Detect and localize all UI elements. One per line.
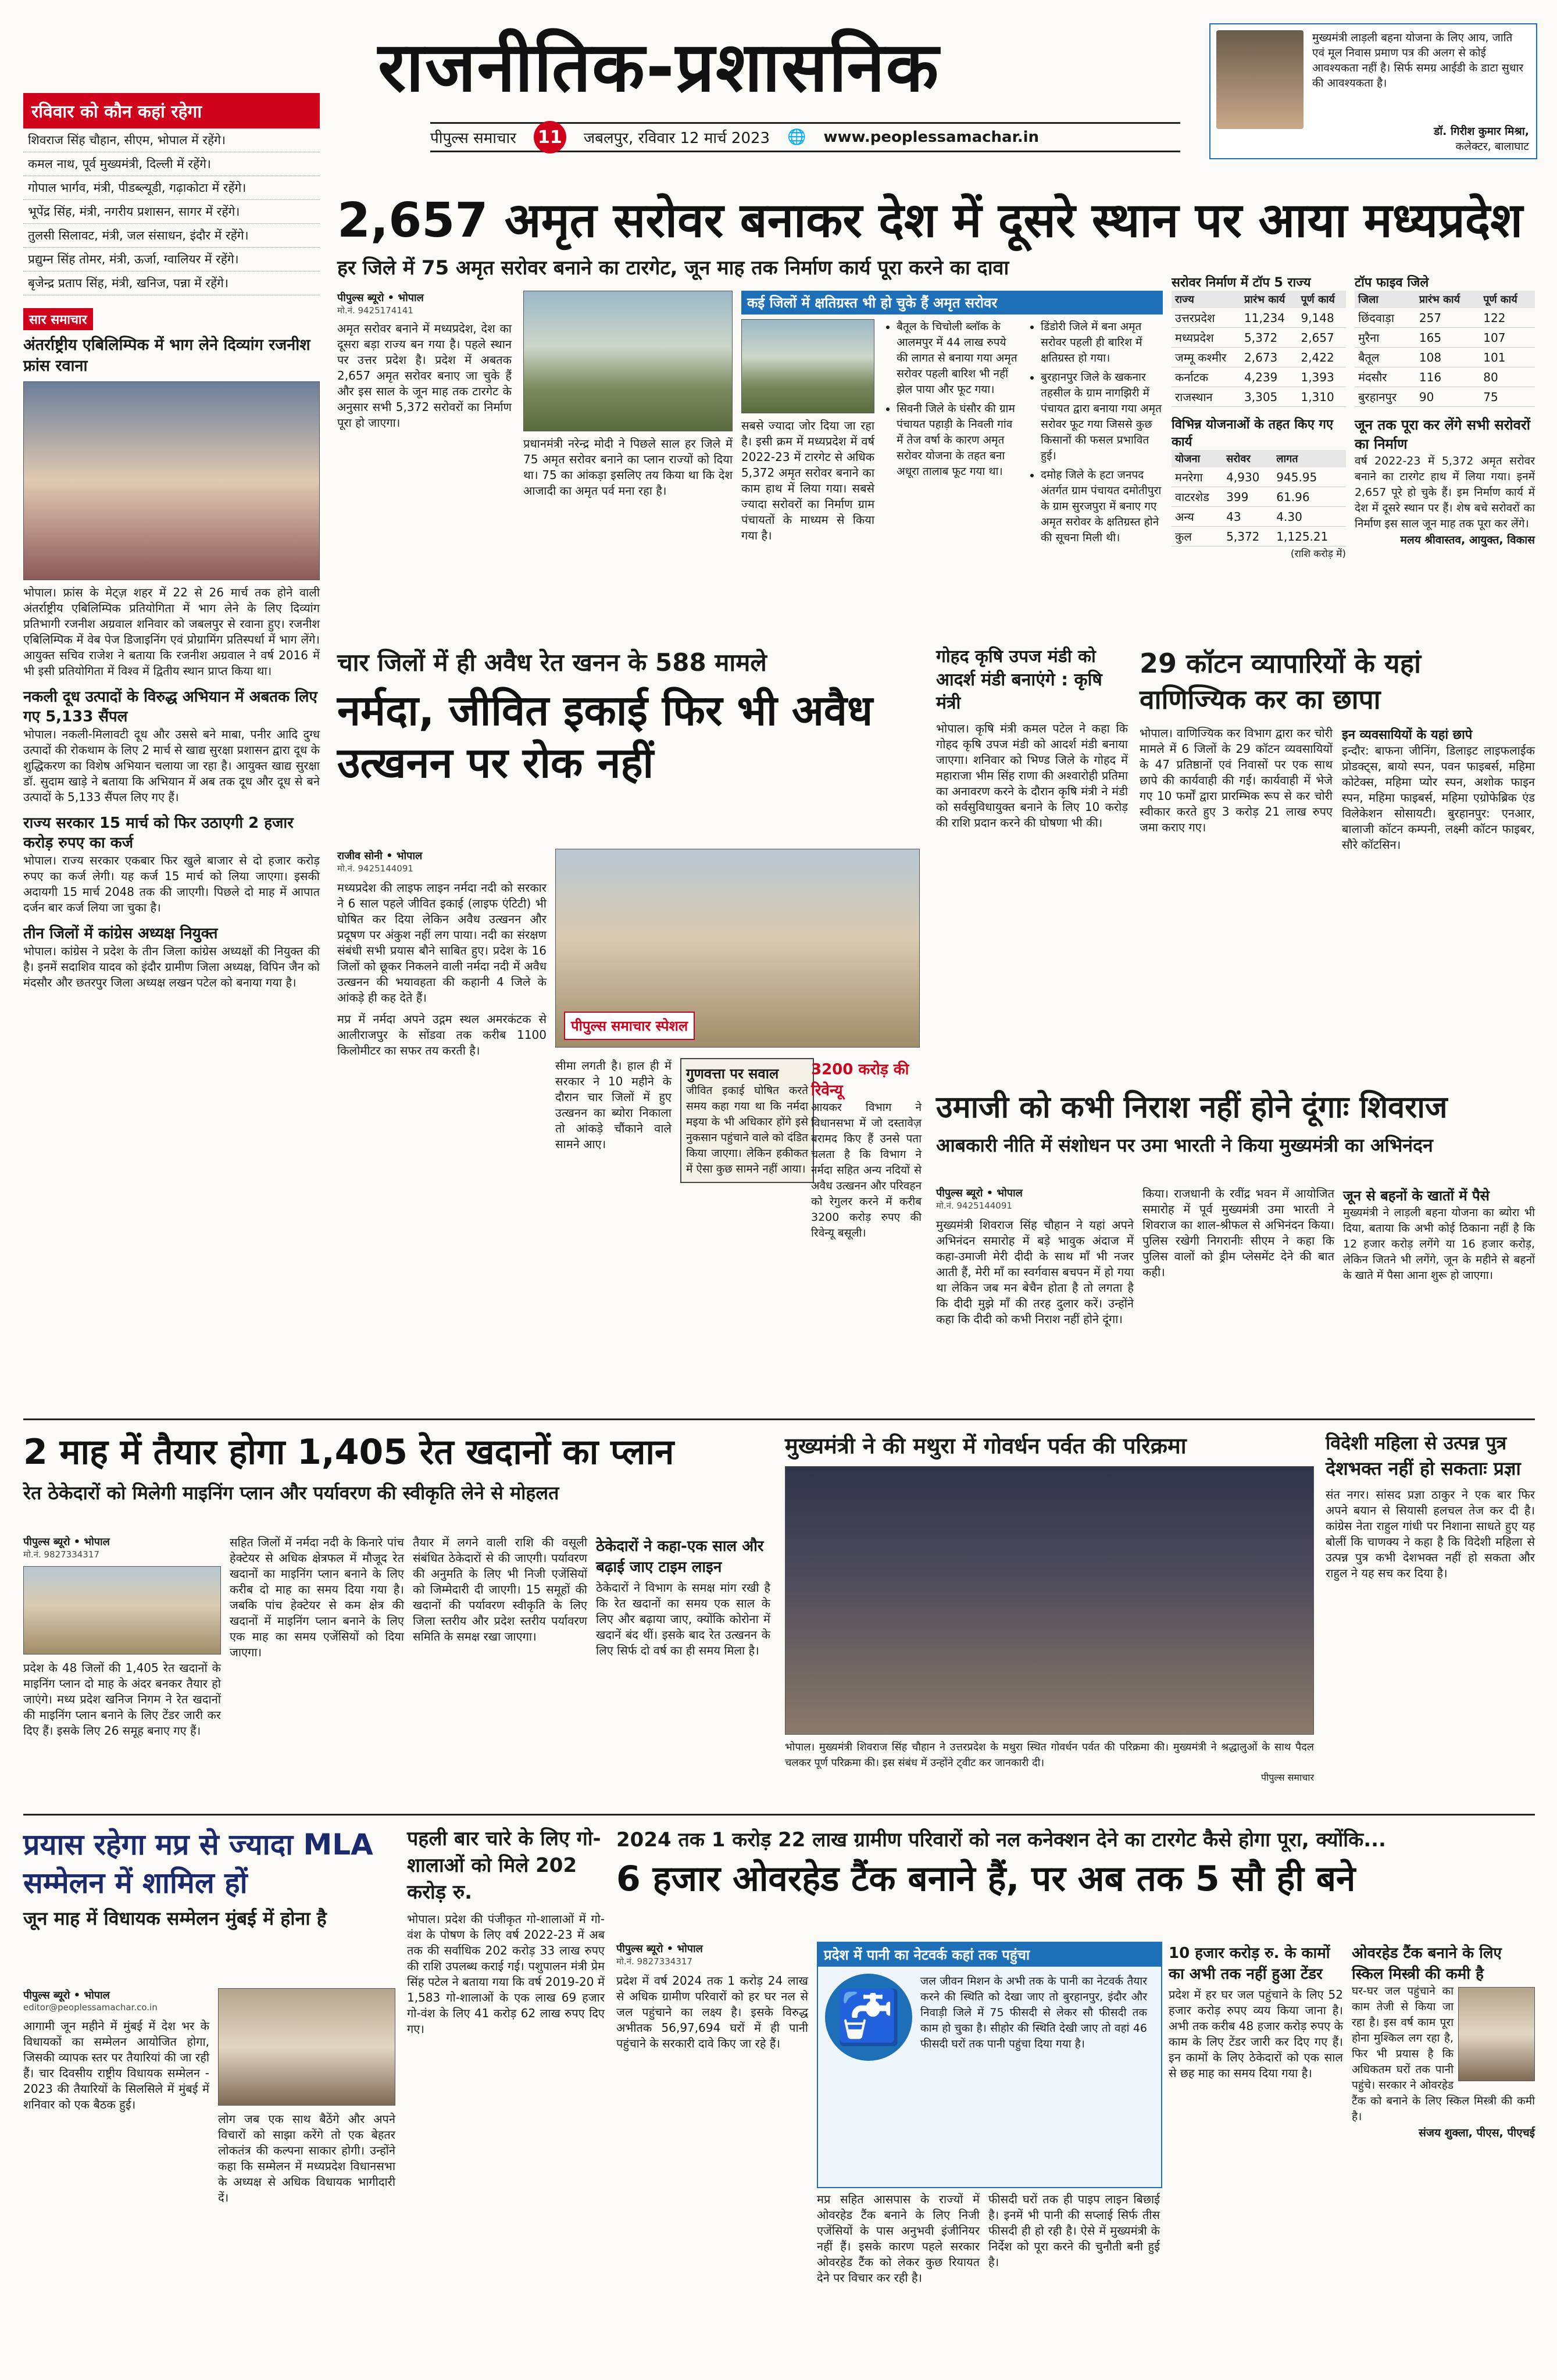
story-subhead: हर जिले में 75 अमृत सरोवर बनाने का टारगेट, जून माह तक निर्माण कार्य पूरा करने का दावा <box>337 256 1009 280</box>
quote-designation: कलेक्टर, बालाघाट <box>1455 140 1529 153</box>
data-table <box>1355 291 1535 407</box>
graphic-body: जल जीवन मिशन के अभी तक के पानी का नेटवर्क तैयार करने की स्थिति को देखा जाए तो बुरहानपुर, इंदौर और निवाड़ी जिले में 75 फीसदी से लेकर सौ फीसदी तक काम हो चुका है। सीहोर की स्थिति देखी जाए तो वहां 46 फीसदी घरों तक पानी पहुंचा दिया गया है। <box>920 1975 1147 2050</box>
sand-side <box>596 1535 770 1659</box>
story-subhead: रेत ठेकेदारों को मिलेगी माइनिंग प्लान और पर्यावरण की स्वीकृति लेने से मोहलत <box>23 1482 559 1504</box>
story-headline: 2 माह में तैयार होगा 1,405 रेत खदानों का प्लान <box>23 1432 674 1473</box>
story-body: आगामी जून महीने में मुंबई में देश भर के विधायकों का सम्मेलन आयोजित होगा, जिसकी व्यापक स्तर पर तैयारियां की जा रही हैं। चार दिवसीय राष्ट्रीय विधायक सम्मेलन - 2023 की तैयारियों के सिलसिले में मुंबई में शनिवार को एक बैठक हुई। <box>23 2019 209 2111</box>
story-kicker: 2024 तक 1 करोड़ 22 लाख ग्रामीण परिवारों को नल कनेक्शन देने का टारगेट कैसे होगा पूरा, क्योंकि... <box>616 1828 1386 1852</box>
box-heading: ठेकेदारों ने कहा-एक साल और बढ़ाई जाए टाइम लाइन <box>596 1538 764 1576</box>
story-body: मुख्यमंत्री शिवराज सिंह चौहान ने यहां अपने अभिनंदन समारोह में बड़े भावुक अंदाज में कहा-उमाजी मेरी दीदी के साथ माँ भी नजर आती हैं, मेरी माँ का स्वर्गवास बचपन में हो गया था लेकिन जब मन बेचैन होता है तो लगता है कि दीदी मुझे माँ की तरह दुलार करें। उन्होंने कहा कि दीदी को कभी निराश नहीं होने दूंगा। <box>936 1218 1134 1326</box>
box-body: मुख्यमंत्री ने लाड़ली बहना योजना का ब्योरा भी दिया, बताया कि अभी कोई ठिकाना नहीं है कि 12 हजार करोड़ लगेंगे या 16 हजार करोड़, लेकिन जितने भी लगेंगे, जून के महीने से बहनों के खाते में पैसा आना शुरू हो जाएगा। <box>1343 1206 1535 1282</box>
box-heading: गुणवत्ता पर सवाल <box>686 1066 779 1082</box>
paper-name: पीपुल्स समाचार <box>430 130 516 147</box>
story-body: प्रदेश में वर्ष 2024 तक 1 करोड़ 24 लाख से अधिक ग्रामीण परिवारों को हर घर नल से जल पहुंचाने का लक्ष्य है। इसके विरुद्ध अभीतक 56,97,694 घरों में ही पानी पहुंचाने के सरकारी दावे किए जा रहे हैं। <box>616 1974 808 2050</box>
list-item: तुलसी सिलावट, मंत्री, जल संसाधन, इंदौर में रहेंगे। <box>23 224 320 248</box>
byline: पीपुल्स ब्यूरो • भोपाल मो.नं. 9827334317 <box>23 1535 221 1560</box>
narmada-col-2 <box>555 1058 672 1152</box>
water-tap-icon: 🚰 <box>825 1974 912 2061</box>
table-note: (राशि करोड़ में) <box>1290 548 1346 560</box>
box-heading: ओवरहेड टैंक बनाने के लिए स्किल मिस्त्री की कमी है <box>1352 1945 1502 1983</box>
column-header: प्रारंभ कार्य <box>1416 291 1480 308</box>
damage-tag: कई जिलों में क्षतिग्रस्त भी हो चुके हैं अमृत सरोवर <box>741 291 1163 315</box>
cotton-story <box>1140 645 1535 853</box>
tender-side <box>1169 1942 1343 2081</box>
uma-col-2 <box>1142 1186 1334 1280</box>
box-body: ठेकेदारों ने विभाग के समक्ष मांग रखी है कि रेत खदानों का समय एक साल के लिए और बढ़ाया जाए, क्योंकि कोरोना में खदानें बंद थीं। इसके बाद रेत उत्खनन के लिए सिर्फ दो वर्ष का ही समय मिला है। <box>596 1581 770 1657</box>
story-headline: नर्मदा, जीवित इकाई फिर भी अवैध उत्खनन पर रोक नहीं <box>337 686 873 787</box>
box-heading: जून से बहनों के खातों में पैसे <box>1343 1188 1490 1204</box>
story-body: किया। राजधानी के रवींद्र भवन में आयोजित समारोह में पूर्व मुख्यमंत्री उमा भारती ने शिवराज का शाल-श्रीफल से अभिनंदन किया। पुलिस रखेगी निगरानीः सीएम ने कहा कि पुलिस वालों को ड्रीम प्लेसमेंट देने की बात कही। <box>1142 1187 1334 1279</box>
top5-states-table <box>1172 273 1346 560</box>
box-heading: 3200 करोड़ की रिवेन्यू <box>811 1061 909 1099</box>
story-subhead: आबकारी नीति में संशोधन पर उमा भारती ने किया मुख्यमंत्री का अभिनंदन <box>936 1134 1433 1156</box>
website-link[interactable]: www.peoplessamachar.in <box>823 128 1040 146</box>
excavator-photo <box>555 849 920 1048</box>
story-body: भोपाल। राज्य सरकार एकबार फिर खुले बाजार से दो हजार करोड़ रुपए का कर्ज लेगी। यह कर्ज 15 मार्च को लिया जाएगा। इसकी अदायगी 15 मार्च 2048 तक की जाएगी। पिछले दो माह में आपात दर्जन बार कर्ज लिया जा चुका है। <box>23 853 320 914</box>
story-body: लोग जब एक साथ बैठेंगे और अपने विचारों को साझा करेंगे तो एक बेहतर लोकतंत्र की कल्पना साकार होगी। उन्होंने कहा कि सम्मेलन में मध्यप्रदेश विधानसभा के अध्यक्ष से अधिक विधायक भागीदारी दें। <box>218 2112 395 2204</box>
narmada-col-1 <box>337 849 547 1059</box>
list-item: गोपाल भार्गव, मंत्री, पीडब्ल्यूडी, गढ़ाकोटा में रहेंगे। <box>23 176 320 200</box>
quote-signature: मलय श्रीवास्तव, आयुक्त, विकास <box>1400 534 1535 546</box>
list-item: • डिंडोरी जिले में बना अमृत सरोवर पहली ही बारिश में क्षतिग्रस्त हो गया। <box>1041 319 1163 366</box>
table-row: राजस्थान 3,305 1,310 <box>1172 387 1346 407</box>
damage-list <box>884 319 1019 549</box>
box-body: आयकर विभाग ने विधानसभा में जो दस्तावेज़ बरामद किए हैं उनसे पता चलता है कि विभाग ने नर्मदा सहित अन्य नदियों से अवैध उत्खनन और परिवहन को रेगुलर करने में करीब 3200 करोड़ रुपए की रिवेन्यू बसूली। <box>811 1101 922 1239</box>
special-stamp: पीपुल्स समाचार स्पेशल <box>564 1012 695 1040</box>
byline: पीपुल्स ब्यूरो • भोपाल मो.नं. 9425144091 <box>936 1186 1134 1212</box>
story-body: भोपाल। कृषि मंत्री कमल पटेल ने कहा कि गोहद कृषि उपज मंडी को आदर्श मंडी बनाया जाएगा। शनिवार को भिण्ड जिले के गोहद में महाराजा भीम सिंह राणा की अश्वारोही प्रतिमा का अनावरण करने के दौरान कृषि मंत्री ने मंडी को सर्वसुविधायुक्त बनाने के लिए 10 करोड़ की राशि प्रदान करने की घोषणा भी की। <box>936 721 1128 830</box>
list-item: कमल नाथ, पूर्व मुख्यमंत्री, दिल्ली में रहेंगे। <box>23 152 320 176</box>
mobile-number: मो.नं. 9827334317 <box>23 1549 99 1560</box>
page-number: 11 <box>534 121 566 153</box>
list-item: • सिवनी जिले के घंसौर की ग्राम पंचायत पहाड़ी के निवली गांव में तेज वर्षा के कारण अमृत सरोवर योजना के तहत बना अधूरा तालाब फूट गया था। <box>897 401 1019 480</box>
box-body: इन्दौर: बाफना जीनिंग, डिलाइट लाइफलाईक प्रोडक्ट्स, बायो स्पन, पवन फाइबर्स, महिमा कोटेक्स, महिमा प्योर स्पन, अशोक फाइन स्पन, महिमा फाइबर्स, महिमा एग्रोफेब्रिक एंड विलेकेशन सोसायटी। बुरहानपुर: एनआर, बालाजी कॉटन कम्पनी, लक्ष्मी कॉटन फाइबर, सौरे कॉटसिन। <box>1342 744 1535 852</box>
box-body: जीवित इकाई घोषित करते समय कहा गया था कि नर्मदा मइया के भी अधिकार होंगे इसे नुकसान पहुंचाने वाले को दंडित किया जाएगा। लेकिन हकीकत में ऐसा कुछ सामने नहीं आया। <box>686 1084 808 1175</box>
quote-text: मुख्यमंत्री लाड़ली बहना योजना के लिए आय, जाति एवं मूल निवास प्रमाण पत्र की अलग से कोई आवश्यकता नहीं है। सिर्फ समग्र आईडी के डाटा सुधार की आवश्यकता है। <box>1312 31 1524 90</box>
divider <box>23 1418 1535 1420</box>
meeting-photo <box>218 1988 395 2106</box>
story-body: प्रधानमंत्री नरेन्द्र मोदी ने पिछले साल हर जिले में 75 अमृत सरोवर बनाने का प्लान राज्यों को दिया था। 75 का आंकड़ा इसलिए तय किया था कि देश आजादी का अमृत पर्व मना रहा है। <box>523 437 733 498</box>
mobile-number: मो.नं. 9425144091 <box>337 863 413 874</box>
sand-mine-photo <box>23 1566 221 1654</box>
pragya-story <box>1326 1430 1535 1581</box>
table-row: मध्यप्रदेश 5,372 2,657 <box>1172 328 1346 348</box>
uma-col-1 <box>936 1186 1134 1327</box>
list-item: • बैतूल के चिचोली ब्लॉक के आलमपुर में 44 लाख रुपये की लागत से बनाया गया अमृत सरोवर पहली बारिश भी नहीं झेल पाया और फूट गया। <box>897 319 1019 398</box>
story-body: भोपाल। कांग्रेस ने प्रदेश के तीन जिला कांग्रेस अध्यक्षों की नियुक्त की है। इनमें सदाशिव यादव को इंदौर ग्रामीण जिला अध्यक्ष, विपिन जैन को मंदसौर और छतरपुर जिला अध्यक्ष लखन पटेल को बनाया गया है। <box>23 944 320 989</box>
data-table <box>1172 450 1346 546</box>
box-body: घर-घर जल पहुंचाने का काम तेजी से किया जा रहा है। इस वर्ष काम पूरा होना मुश्किल लग रहा है, फिर भी प्रयास है कि अधिकतम घरों तक पानी पहुंचे। सरकार ने ओवरहेड टैंक को बनाने के लिए स्किल मिस्त्री की कमी है। <box>1352 1985 1535 2123</box>
table-row: मुरैना 165 107 <box>1355 328 1535 348</box>
list-item: भूपेंद्र सिंह, मंत्री, नगरीय प्रशासन, सागर में रहेंगे। <box>23 200 320 224</box>
table-row: वाटरशेड 399 61.96 <box>1172 487 1346 507</box>
story-headline: 2,657 अमृत सरोवर बनाकर देश में दूसरे स्थान पर आया मध्यप्रदेश <box>337 193 1523 248</box>
story-body: फीसदी घरों तक ही पाइप लाइन बिछाई है। इनमें भी पानी की सप्लाई सिर्फ तीस फीसदी ही हो रही है। ऐसे में मुख्यमंत्री के निर्देश को पूरा करने की चुनौती बनी हुई है। <box>988 2192 1160 2269</box>
story-body: मध्यप्रदेश की लाइफ लाइन नर्मदा नदी को सरकार ने 6 साल पहले जीवित इकाई (लाइफ एंटिटी) भी घोषित कर दिया लेकिन अवैध उत्खनन और प्रदूषण पर अंकुश नहीं लग पाया। नदी का संरक्षण संबंधी सभी प्रयास बौने साबित हुए। प्रदेश के 16 जिलों को छूकर निकलने वाली नर्मदा नदी में अवैध उत्खनन की भयावहता की कहानी 4 जिले के आंकड़े ही कह देते हैं। <box>337 881 547 1005</box>
photo-caption: भोपाल। मुख्यमंत्री शिवराज सिंह चौहान ने उत्तरप्रदेश के मथुरा स्थित गोवर्धन पर्वत की परिक्रमा की। मुख्यमंत्री ने श्रद्धालुओं के साथ पैदल चलकर पूर्ण परिक्रमा की। इस संबंध में उन्होंने ट्वीट कर जानकारी दी। <box>785 1741 1314 1769</box>
divider <box>23 1814 1535 1816</box>
table-row: मंदसौर 116 80 <box>1355 367 1535 387</box>
photo-credit: पीपुल्स समाचार <box>1260 1772 1314 1783</box>
avatar <box>1458 1987 1535 2081</box>
story-body: सबसे ज्यादा जोर दिया जा रहा है। इसी क्रम में मध्यप्रदेश में वर्ष 2022-23 में टारगेट से अधिक 5,372 अमृत सरोवर बनाने का काम हाथ में लिया गया। सबसे ज्यादा सरोवरों का निर्माण ग्राम पंचायतों के माध्यम से किया गया है। <box>741 319 874 549</box>
mathura-story <box>785 1430 1314 1784</box>
mobile-number: मो.नं. 9425174141 <box>337 305 413 316</box>
story-body: भोपाल। नकली-मिलावटी दूध और उससे बने माबा, पनीर आदि दुग्ध उत्पादों की रोकथाम के लिए 2 मार्च से खाद्य सुरक्षा प्रशासन द्वारा दूध के शुद्धिकरण का विशेष अभियान चलाया जा रहा है। आयुक्त खाद्य सुरक्षा डॉ. सुदाम खाड़े ने बताया कि अभियान में अब तक दूध और दूध से बने उत्पादों के 5,133 सैंपल लिए गए हैं। <box>23 727 320 804</box>
top5-districts-table <box>1355 273 1535 547</box>
table-title: सरोवर निर्माण में टॉप 5 राज्य <box>1172 276 1311 290</box>
uma-side <box>1343 1186 1535 1284</box>
table-title: टॉप फाइव जिले <box>1355 276 1429 290</box>
story-headline: गोहद कृषि उपज मंडी को आदर्श मंडी बनाएंगे : कृषि मंत्री <box>936 646 1102 713</box>
list-item: • बुरहानपुर जिले के खकनार तहसील के ग्राम नागझिरी में पंचायत द्वारा बनाया गया अमृत सरोवर फूट गया जिससे कुछ किसानों की फसल प्रभावित हुई। <box>1041 370 1163 464</box>
story-headline: विदेशी महिला से उत्पन्न पुत्र देशभक्त नहीं हो सकताः प्रज्ञा <box>1326 1432 1521 1480</box>
list-item: प्रद्युम्न सिंह तोमर, मंत्री, ऊर्जा, ग्वालियर में रहेंगे। <box>23 248 320 271</box>
column-header: प्रारंभ कार्य <box>1241 291 1297 308</box>
table-row: बैतूल 108 101 <box>1355 348 1535 367</box>
list-item: शिवराज सिंह चौहान, सीएम, भोपाल में रहेंगे। <box>23 128 320 152</box>
story-headline: नकली दूध उत्पादों के विरुद्ध अभियान में अबतक लिए गए 5,133 सैंपल <box>23 688 317 726</box>
quality-box <box>680 1058 814 1183</box>
box-body: प्रदेश में हर घर जल पहुंचाने के लिए 52 हजार करोड़ रुपए व्यय किया जाना है। अभी तक करीब 48 हजार करोड़ रुपए के काम के लिए टेंडर जारी कर दिए गए हैं। इन कामों के लिए ठेकेदारों को एक साल से छह माह का समय दिया गया है। <box>1169 1988 1343 2080</box>
story-headline: जून तक पूरा कर लेंगे सभी सरोवरों का निर्माण <box>1355 417 1531 452</box>
amrit-sarovar-story <box>337 192 1535 280</box>
story-headline: 29 कॉटन व्यापारियों के यहां वाणिज्यिक कर का छापा <box>1140 648 1422 715</box>
sar-samachar-column <box>23 308 320 991</box>
story-body: भोपाल। प्रदेश की पंजीकृत गो-शालाओं में गो-वंश के पोषण के लिए वर्ष 2022-23 में अब तक की सर्वाधिक 202 करोड़ 33 लाख रुपए की राशि उपलब्ध कराई गई। पशुपालन मंत्री प्रेम सिंह पटेल ने बताया गया कि वर्ष 2019-20 में 1,583 गो-शालाओं के एक लाख 69 हजार गो-वंश के लिए 41 करोड़ 62 लाख रुपए दिए गए। <box>407 1912 605 2036</box>
revenue-box <box>811 1058 922 1241</box>
story-kicker: चार जिलों में ही अवैध रेत खनन के 588 मामले <box>337 648 767 677</box>
tank-col-1 <box>616 1942 808 2052</box>
quote-name: डॉ. गिरीश कुमार मिश्रा, <box>1434 125 1529 138</box>
schedule-box <box>23 93 320 295</box>
avatar <box>1216 30 1304 129</box>
table-row: उत्तरप्रदेश 11,234 9,148 <box>1172 308 1346 328</box>
column-header: पूर्ण कार्य <box>1480 291 1535 308</box>
story-headline: राज्य सरकार 15 मार्च को फिर उठाएगी 2 हजार करोड़ रुपए का कर्ज <box>23 814 294 852</box>
quote-signature: संजय शुक्ला, पीएस, पीएचई <box>1419 2127 1535 2139</box>
story-headline: अंतर्राष्ट्रीय एबिलिम्पिक में भाग लेने दिव्यांग रजनीश फ्रांस रवाना <box>23 336 310 375</box>
sand-col-2 <box>230 1535 404 1660</box>
story-headline: मुख्यमंत्री ने की मथुरा में गोवर्धन पर्वत की परिक्रमा <box>785 1433 1187 1459</box>
narmada-story <box>337 645 919 789</box>
story-body: सहित जिलों में नर्मदा नदी के किनारे पांच हेक्टेयर से अधिक क्षेत्रफल में मौजूद रेत खदानों का माइनिंग प्लान बनाने के लिए करीब दो माह का समय दिया गया है। जबकि पांच हेक्टेयर से कम क्षेत्र की खदानों में माइनिंग प्लान बनाने के लिए एक माह का समय एजेंसियों को दिया जाएगा। <box>230 1535 404 1659</box>
column-header: राज्य <box>1172 291 1241 308</box>
byline: राजीव सोनी • भोपाल मो.नं. 9425144091 <box>337 849 547 874</box>
column-header: योजना <box>1172 450 1223 467</box>
dateline: जबलपुर, रविवार 12 मार्च 2023 <box>583 130 770 147</box>
story-body: प्रदेश के 48 जिलों की 1,405 रेत खदानों के माइनिंग प्लान दो माह के अंदर बनकर तैयार हो जाएंगे। मध्य प्रदेश खनिज निगम ने रेत खदानों की माइनिंग प्लान बनाने के लिए टेंडर जारी कर दिए हैं। इसके लिए 26 समूह बनाए गए हैं। <box>23 1661 221 1738</box>
graphic-heading: प्रदेश में पानी का नेटवर्क कहां तक पहुंचा <box>818 1943 1161 1967</box>
email: editor@peoplessamachar.co.in <box>23 2002 158 2013</box>
box-heading: 10 हजार करोड़ रु. के कामों का अभी तक नहीं हुआ टेंडर <box>1169 1945 1330 1983</box>
parikrama-photo <box>785 1466 1314 1735</box>
story-body: अमृत सरोवर बनाने में मध्यप्रदेश, देश का दूसरा बड़ा राज्य बन गया है। पहले स्थान पर उत्तर प्रदेश है। प्रदेश में अबतक 2,657 अमृत सरोवर बनाए जा चुके हैं और इस साल के जून माह तक टारगेट के अनुसार सभी 5,372 सरोवरों का निर्माण पूरा हो जाएगा। <box>337 321 512 430</box>
column-header: जिला <box>1355 291 1416 308</box>
tank-story <box>616 1825 1535 1902</box>
amrit-col-1 <box>337 291 512 431</box>
damaged-sarovar-photo <box>741 319 874 413</box>
data-table <box>1172 291 1346 407</box>
amrit-col-2 <box>523 291 733 499</box>
table-row: कुल 5,372 1,125.21 <box>1172 527 1346 546</box>
uma-story <box>936 1087 1535 1157</box>
table-row: मनरेगा 4,930 945.95 <box>1172 467 1346 487</box>
story-body: भोपाल। वाणिज्यिक कर विभाग द्वारा कर चोरी मामले में 6 जिलों के 29 कॉटन व्यवसायियों के 47 प्रतिष्ठानों एवं निवासों पर एक साथ छापे की कार्यवाही की गई। कार्यवाही में भेजे गए 10 फर्मों द्वारा प्रारम्भिक रूप से कर चोरी स्वीकार करते हुए 3 करोड़ 21 लाख रुपए जमा कराए गए। <box>1140 726 1333 834</box>
column-header: लागत <box>1273 450 1346 467</box>
globe-icon: 🌐 <box>787 128 806 146</box>
column-header: पूर्ण कार्य <box>1297 291 1346 308</box>
list-item: बृजेन्द्र प्रताप सिंह, मंत्री, खनिज, पन्ना में रहेंगे। <box>23 271 320 295</box>
sar-label: सार समाचार <box>23 308 93 330</box>
quote-signature <box>1434 123 1529 153</box>
mobile-number: मो.नं. 9827334317 <box>616 1956 692 1967</box>
tank-col-2 <box>817 2192 980 2286</box>
byline: पीपुल्स ब्यूरो • भोपाल editor@peoplessamachar.co.in <box>23 1988 209 2013</box>
table-row: कर्नाटक 4,239 1,393 <box>1172 367 1346 387</box>
sand-col-1 <box>23 1535 221 1739</box>
gohad-story <box>936 645 1128 831</box>
sand-col-3 <box>413 1535 587 1645</box>
story-body: सीमा लगती है। हाल ही में सरकार ने 10 महीने के दौरान चार जिलों में हुए उत्खनन का ब्योरा निकाला तो आंकड़े चौंकाने वाले सामने आए। <box>555 1059 672 1151</box>
list-item: • दमोह जिले के हटा जनपद अंतर्गत ग्राम पंचायत दमोतीपुरा के ग्राम सुरजपुरा में बनाए गए अमृत सरोवर के क्षतिग्रस्त होने की सूचना मिली थी। <box>1041 467 1163 546</box>
gaushala-story <box>407 1825 605 2037</box>
table-row: अन्य 43 4.30 <box>1172 507 1346 527</box>
mla-col-2 <box>218 1988 395 2206</box>
group-photo <box>23 381 320 580</box>
table-row: जम्मू कश्मीर 2,673 2,422 <box>1172 348 1346 367</box>
story-body: तैयार में लगने वाली राशि की वसूली संबंधित ठेकेदारों से की जाएगी। पर्यावरण की अनुमति के लिए भी निजी एजेंसियों को जिम्मेदारी दी जाएगी। 15 समूहों की खदानों की पर्यावरण स्वीकृति के लिए जिला स्तरीय और प्रदेश स्तरीय पर्यावरण समिति के समक्ष रखा जाएगा। <box>413 1535 587 1643</box>
table-title: विभिन्न योजनाओं के तहत किए गए कार्य <box>1172 417 1334 449</box>
story-body: मप्र सहित आसपास के राज्यों में ओवरहेड टैंक बनाने के लिए निजी एजेंसियों के पास अनुभवी इंजीनियर नहीं हैं। इसके कारण पहले सरकार ओवरहेड टैंक को लेकर कुछ रियायत देने पर विचार कर रही है। <box>817 2192 980 2285</box>
box-heading: इन व्यवसायियों के यहां छापे <box>1342 728 1473 742</box>
water-network-graphic <box>817 1942 1162 2188</box>
table-row: बुरहानपुर 90 75 <box>1355 387 1535 407</box>
dateline-bar <box>430 122 1180 152</box>
story-body: वर्ष 2022-23 में 5,372 अमृत सरोवर बनाने का टारगेट हाथ में लिया गया। इनमें 2,657 पूरे हो चुके हैं। इम निर्माण कार्य में देश में दूसरे स्थान पर हैं। शेष बचे सरोवरों का निर्माण इस साल जून माह तक पूरा कर लेंगे। <box>1355 455 1535 530</box>
sarovar-photo <box>523 291 733 431</box>
story-body: संत नगर। सांसद प्रज्ञा ठाकुर ने एक बार फिर अपने बयान से सियासी हलचल तेज कर दी है। कांग्रेस नेता राहुल गांधी पर निशाना साधते हुए यह बोलीं कि चाणक्य ने कहा है कि विदेशी महिला से उत्पन्न पुत्र कभी देशभक्त नहीं हो सकता और राहुल ने यह सच कर दिया है। <box>1326 1488 1535 1580</box>
mobile-number: मो.नं. 9425144091 <box>936 1200 1012 1211</box>
damage-box <box>741 291 1163 549</box>
sand-story <box>23 1430 767 1505</box>
story-headline: 6 हजार ओवरहेड टैंक बनाने हैं, पर अब तक 5 सौ ही बने <box>616 1859 1356 1899</box>
raid-list <box>1342 726 1535 853</box>
story-headline: प्रयास रहेगा मप्र से ज्यादा MLA सम्मेलन में शामिल हों <box>23 1828 373 1900</box>
story-subhead: जून माह में विधायक सम्मेलन मुंबई में होना है <box>23 1907 327 1929</box>
byline: पीपुल्स ब्यूरो • भोपाल मो.नं. 9425174141 <box>337 291 512 316</box>
mla-col-1 <box>23 1988 209 2113</box>
byline: पीपुल्स ब्यूरो • भोपाल मो.नं. 9827334317 <box>616 1942 808 1967</box>
story-headline: तीन जिलों में कांग्रेस अध्यक्ष नियुक्त <box>23 925 218 942</box>
tank-col-3 <box>988 2192 1160 2270</box>
schedule-heading: रविवार को कौन कहां रहेगा <box>23 93 320 128</box>
story-body: भोपाल। फ्रांस के मेट्ज़ शहर में 22 से 26 मार्च तक होने वाली अंतर्राष्ट्रीय एबिलिम्पिक प्रतियोगिता में भाग लेने के लिए दिव्यांग प्रतिभागी रजनीश अग्रवाल शनिवार को जबलपुर से रवाना हुए। रजनीश एबिलिम्पिक में वेब पेज डिजाइनिंग एवं प्रोग्रामिंग प्रतिस्पर्धा में भाग लेंगे। आयुक्त सचिव राजेश ने बताया कि रजनीश अग्रवाल ने वर्ष 2016 में भी इसी प्रतियोगिता में विश्व में द्वितीय स्थान प्राप्त किया था। <box>23 585 320 678</box>
story-headline: उमाजी को कभी निराश नहीं होने दूंगाः शिवराज <box>936 1090 1448 1125</box>
skill-side <box>1352 1942 1535 2140</box>
story-headline: पहली बार चारे के लिए गो-शालाओं को मिले 202 करोड़ रु. <box>407 1827 601 1904</box>
damage-list <box>1028 319 1163 549</box>
column-header: सरोवर <box>1223 450 1273 467</box>
section-title: राजनीतिक-प्रशासनिक <box>378 27 940 107</box>
table-row: छिंदवाड़ा 257 122 <box>1355 308 1535 328</box>
mla-story <box>23 1825 395 1931</box>
story-body: मप्र में नर्मदा अपने उद्गम स्थल अमरकंटक से आलीराजपुर के सोंडवा तक करीब 1100 किलोमीटर का सफर तय करती है। <box>337 1012 547 1057</box>
collector-quote <box>1209 23 1537 159</box>
